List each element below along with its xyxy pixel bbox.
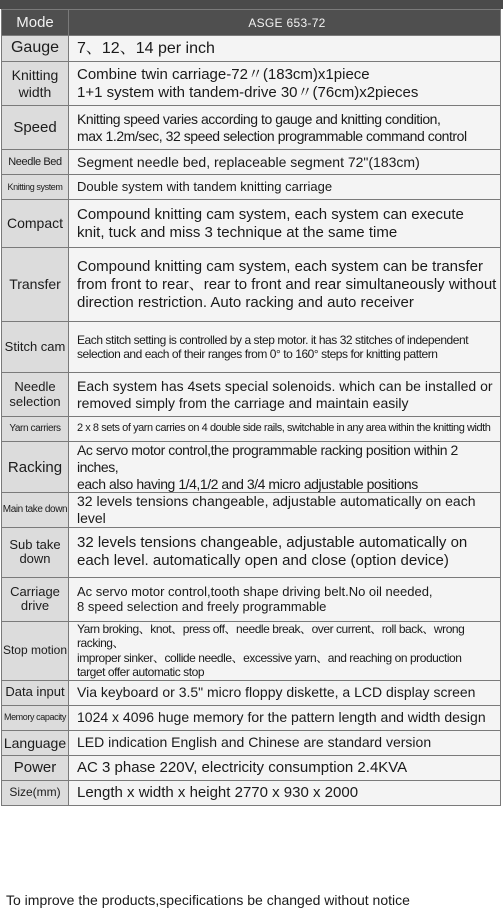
spec-value-cell — [69, 730, 501, 755]
spec-header-row — [2, 10, 501, 36]
spec-value: Double system with tandem knitting carriage — [77, 179, 333, 195]
spec-value: Compound knitting cam system, each system can be transfer from front to rear、rear to front and rear simultaneously without direction restriction. Auto racking and auto receiver — [77, 257, 497, 311]
spec-value-cell — [69, 248, 501, 322]
spec-value: 1024 x 4096 huge memory for the pattern length and width design — [77, 709, 486, 726]
spec-row — [2, 442, 501, 493]
spec-value-cell — [69, 442, 501, 493]
spec-label: Needle Bed — [2, 150, 69, 175]
spec-label: Stitch cam — [2, 322, 69, 373]
spec-row — [2, 705, 501, 730]
header-model: ASGE 653-72 — [69, 10, 501, 36]
spec-table-body — [2, 10, 501, 806]
spec-value-cell — [69, 106, 501, 150]
spec-label: Racking — [2, 442, 69, 493]
spec-value: 32 levels tensions changeable, adjustable automatically on each level. automatically open and close (option device) — [77, 534, 468, 570]
spec-value: Yarn broking、knot、press off、needle break、over current、roll back、wrong racking、 improper sinker、collide needle、excessive yarn、and reaching on production target offer automatic stop — [77, 621, 465, 680]
spec-value: Knitting speed varies according to gauge and knitting condition, max 1.2m/sec, 32 speed selection programmable command control — [77, 110, 467, 144]
spec-label: Sub take down — [2, 527, 69, 577]
spec-value-cell — [69, 527, 501, 577]
spec-row — [2, 527, 501, 577]
spec-value: Compound knitting cam system, each system can execute knit, tuck and miss 3 technique at the same time — [77, 205, 464, 241]
spec-value: Each stitch setting is controlled by a step motor. it has 32 stitches of independent selection and each of their ranges from 0° to 160° steps for knitting pattern — [77, 332, 469, 361]
spec-label: Memory capacity — [2, 705, 69, 730]
spec-value-cell — [69, 780, 501, 805]
spec-label: Main take down — [2, 493, 69, 528]
spec-row — [2, 730, 501, 755]
spec-row — [2, 36, 501, 62]
spec-label: Speed — [2, 106, 69, 150]
spec-row — [2, 150, 501, 175]
spec-value-cell — [69, 200, 501, 248]
spec-value-cell — [69, 150, 501, 175]
spec-label: Compact — [2, 200, 69, 248]
spec-row — [2, 680, 501, 705]
spec-value-cell — [69, 621, 501, 680]
spec-label: Power — [2, 755, 69, 780]
spec-value-cell — [69, 493, 501, 528]
spec-row — [2, 62, 501, 106]
spec-value-cell — [69, 680, 501, 705]
spec-row — [2, 200, 501, 248]
spec-value: Via keyboard or 3.5" micro floppy diskette, a LCD display screen — [77, 684, 476, 701]
top-strip — [0, 0, 503, 9]
spec-value-cell — [69, 577, 501, 621]
spec-row — [2, 755, 501, 780]
spec-label: Knitting width — [2, 62, 69, 106]
spec-row — [2, 248, 501, 322]
spec-label: Language — [2, 730, 69, 755]
spec-value-cell — [69, 705, 501, 730]
spec-row — [2, 577, 501, 621]
footer-note: To improve the products,specifications be changed without notice — [6, 892, 410, 908]
spec-label: Yarn carriers — [2, 417, 69, 442]
spec-row — [2, 175, 501, 200]
spec-label: Transfer — [2, 248, 69, 322]
spec-row — [2, 417, 501, 442]
spec-value: 2 x 8 sets of yarn carries on 4 double side rails, switchable in any area within the knitting width — [77, 422, 491, 435]
spec-value: Ac servo motor control,tooth shape driving belt.No oil needed, 8 speed selection and freely programmable — [77, 583, 433, 615]
spec-row — [2, 106, 501, 150]
spec-label: Gauge — [2, 36, 69, 62]
spec-value: 7、12、14 per inch — [77, 39, 215, 57]
spec-label: Data input — [2, 680, 69, 705]
spec-value: Segment needle bed, replaceable segment 72"(183cm) — [77, 153, 420, 170]
spec-value-cell — [69, 755, 501, 780]
spec-row — [2, 493, 501, 528]
spec-row — [2, 780, 501, 805]
spec-value-cell — [69, 322, 501, 373]
spec-value-cell — [69, 62, 501, 106]
spec-value: Each system has 4sets special solenoids. which can be installed or removed simply from the carriage and maintain easily — [77, 377, 493, 411]
spec-value: Ac servo motor control,the programmable racking position within 2 inches, each also having 1/4,1/2 and 3/4 micro adjustable positions — [77, 442, 458, 492]
spec-value: Combine twin carriage-72〃(183cm)x1piece 1+1 system with tandem-drive 30〃(76cm)x2pieces — [77, 65, 419, 101]
spec-value: AC 3 phase 220V, electricity consumption 2.4KVA — [77, 758, 408, 776]
spec-value-cell — [69, 373, 501, 417]
spec-label: Carriage drive — [2, 577, 69, 621]
spec-value: 32 levels tensions changeable, adjustable automatically on each level — [77, 493, 476, 527]
spec-row — [2, 373, 501, 417]
spec-value: Length x width x height 2770 x 930 x 2000 — [77, 783, 359, 801]
header-label: Mode — [2, 10, 69, 36]
spec-value-cell — [69, 417, 501, 442]
spec-label: Needle selection — [2, 373, 69, 417]
spec-label: Size(mm) — [2, 780, 69, 805]
spec-table — [1, 9, 501, 806]
spec-label: Knitting system — [2, 175, 69, 200]
spec-value: LED indication English and Chinese are standard version — [77, 734, 432, 751]
spec-row — [2, 322, 501, 373]
spec-label: Stop motion — [2, 621, 69, 680]
spec-value-cell — [69, 36, 501, 62]
spec-row — [2, 621, 501, 680]
spec-value-cell — [69, 175, 501, 200]
